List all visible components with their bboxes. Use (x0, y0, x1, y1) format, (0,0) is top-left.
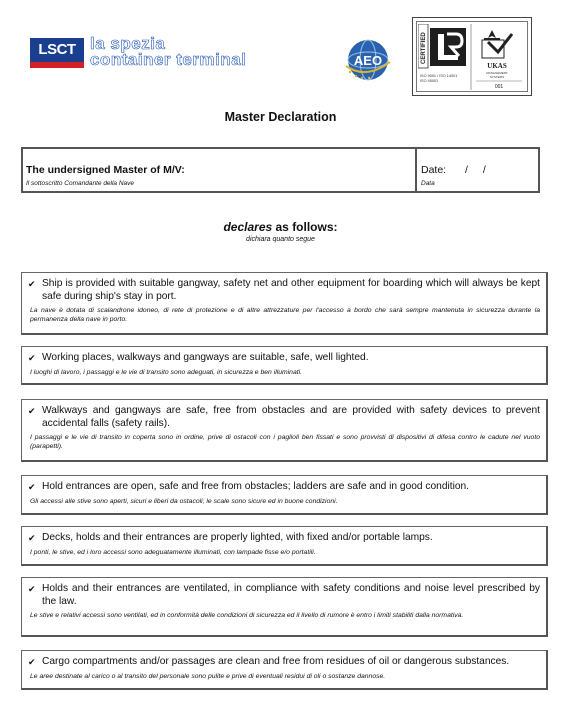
master-sub: Il sottoscritto Comandante della Nave (26, 180, 135, 187)
declares-word: declares (223, 220, 273, 234)
item-text-it: Gli accessi alle stive sono aperti, sicuri e liberi da ostacoli; le scale sono sicure ed in buone condizioni. (30, 497, 338, 505)
lsct-logo: LSCT (30, 38, 84, 62)
declaration-item (21, 346, 548, 385)
item-text-en: Cargo compartments and/or passages are clean and free from residues of oil or dangerous substances. (42, 656, 510, 667)
svg-text:MANAGEMENT: MANAGEMENT (486, 71, 508, 75)
declaration-item (21, 577, 548, 637)
checkmark-icon: ✔ (28, 353, 36, 363)
declares-sub: dichiara quanto segue (246, 236, 315, 243)
master-label: The undersigned Master of M/V: (26, 164, 185, 176)
aeo-logo (336, 32, 396, 92)
svg-text:ISO 45001: ISO 45001 (420, 79, 439, 83)
lsct-logo-stripe (30, 62, 84, 68)
brand-name (90, 36, 246, 68)
master-row-divider (415, 147, 417, 193)
declaration-item (21, 475, 548, 515)
certification-marks (418, 24, 526, 90)
item-text-en: Walkways and gangways are safe, free from obstacles and are provided with safety devices to prevent accidental falls (safety rails). (42, 405, 540, 429)
page-title: Master Declaration (224, 110, 337, 124)
certified-text: CERTIFIED (421, 32, 427, 64)
checkmark-icon: ✔ (28, 533, 36, 543)
ukas-number: 001 (494, 84, 504, 90)
item-text-en: Ship is provided with suitable gangway, safety net and other equipment for boarding which will always be kept safe during ship's stay in port. (42, 278, 540, 302)
checkmark-icon: ✔ (28, 279, 36, 289)
svg-text:ISO 9001 / ISO 14001: ISO 9001 / ISO 14001 (420, 74, 458, 78)
declaration-item (21, 272, 548, 335)
checkmark-icon: ✔ (28, 406, 36, 416)
aeo-text: AEO (353, 53, 383, 68)
checkmark-icon: ✔ (28, 482, 36, 492)
date-field[interactable]: / / (465, 164, 486, 176)
declaration-item (21, 650, 548, 690)
checkmark-icon: ✔ (28, 657, 36, 667)
item-text-it: Le stive e relativi accessi sono ventilati, ed in conformità delle condizioni di sicurezza ed il livello di rumore è entro i limiti stabiliti dalla normativa. (30, 612, 464, 619)
item-text-it: Le aree destinate al carico o al transito del personale sono pulite e prive di eventuali residui di oli o sostanze dannose. (30, 672, 386, 680)
item-text-en: Working places, walkways and gangways are suitable, safe, well lighted. (42, 352, 369, 363)
item-text-it: I passaggi e le vie di transito in coperta sono in ordine, prive di ostacoli con i paglioli ben fissati e sono provvisti di dispositivi di difesa contro le cadute nel vuoto (parapetti). (30, 434, 540, 450)
brand-line-2: container terminal (90, 50, 247, 69)
item-text-en: Hold entrances are open, safe and free from obstacles; ladders are safe and in good condition. (42, 481, 470, 492)
item-text-it: I ponti, le stive, ed i loro accessi sono adeguatamente illuminati, con lampade fisse e/o portatili. (30, 548, 316, 556)
checkmark-icon: ✔ (28, 584, 36, 594)
brand-line-1: la spezia (90, 34, 166, 53)
svg-text:SYSTEMS: SYSTEMS (489, 75, 505, 79)
ukas-text: UKAS (487, 62, 507, 70)
date-label: Date: (421, 164, 447, 176)
item-text-it: I luoghi di lavoro, i passaggi e le vie di transito sono adeguati, in sicurezza e ben illuminati. (30, 368, 303, 376)
item-text-en: Decks, holds and their entrances are properly lighted, with fixed and/or portable lamps. (42, 532, 433, 543)
item-text-en: Holds and their entrances are ventilated, in compliance with safety conditions and noise level prescribed by the law. (42, 583, 540, 607)
date-sub: Data (421, 180, 435, 187)
item-text-it: La nave è dotata di scalandrone idoneo, di rete di protezione e di altre attrezzature per l'accesso a bordo che sarà sempre mantenuta in sicurezza durante la permanenza della nave in porto. (30, 307, 540, 323)
declares-rest: as follows: (272, 220, 338, 234)
declaration-item (21, 399, 548, 462)
declaration-item (21, 526, 548, 566)
declares-heading (0, 220, 561, 234)
